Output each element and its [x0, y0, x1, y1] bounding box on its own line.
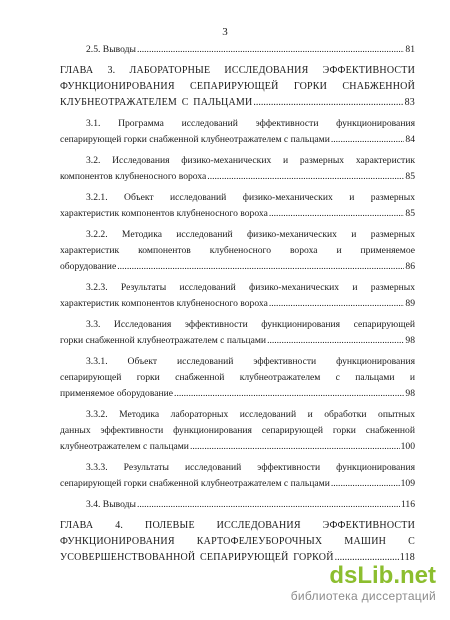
toc-entry-line: ГЛАВА 3. ЛАБОРАТОРНЫЕ ИССЛЕДОВАНИЯ ЭФФЕКТИВНОСТИ [60, 65, 415, 76]
toc-entry-line: ФУНКЦИОНИРОВАНИЯ СЕПАРИРУЮЩЕЙ ГОРКИ СНАБЖЕННОЙ [60, 81, 415, 92]
toc-page-number: 116 [400, 499, 415, 510]
toc-leader-dots [269, 296, 405, 312]
toc-leader-dots [137, 497, 400, 513]
toc-entry [60, 116, 415, 148]
toc-entry-last-line [60, 95, 415, 111]
toc-entry-text: характеристик компонентов клубненосного вороха [60, 298, 268, 309]
toc-leader-dots [207, 169, 404, 185]
watermark-subtitle: библиотека диссертаций [290, 589, 436, 603]
toc-entry-line: 3.3. Исследования эффективности функционирования сепарирующей [86, 319, 415, 330]
toc-entry-line: 3.3.3. Результаты исследований эффективности функционирования [86, 462, 415, 473]
watermark [291, 564, 436, 604]
toc-entry-last-line [60, 439, 415, 455]
toc-page-number: 83 [404, 97, 415, 108]
toc-entry-line: 3.3.1. Объект исследований эффективности функционирования [86, 356, 415, 367]
toc-entry-last-line [60, 206, 415, 222]
toc-entry [60, 280, 415, 312]
toc-entry-last-line [60, 296, 415, 312]
toc-chapter-entry [60, 518, 415, 566]
toc-page-number: 81 [405, 44, 415, 55]
toc-leader-dots [190, 439, 400, 455]
toc-entry-text: горки снабженной клубнеотражателем с пальцами [60, 335, 267, 346]
toc-page-number: 89 [405, 298, 415, 309]
toc-entry-text: применяемое оборудование [60, 388, 174, 399]
toc-entry [60, 190, 415, 222]
toc-page-number: 85 [405, 208, 415, 219]
toc-leader-dots [331, 132, 405, 148]
toc-entry-text: компонентов клубненосного вороха [60, 171, 207, 182]
toc-entry-text: КЛУБНЕОТРАЖАТЕЛЕМ С ПАЛЬЦАМИ [60, 97, 253, 108]
toc-entry [60, 153, 415, 185]
toc-entry-text: 3.4. Выводы [86, 499, 136, 510]
toc-entry-line: 3.2.1. Объект исследований физико-механических и размерных [86, 192, 415, 203]
toc-page-number: 84 [405, 134, 415, 145]
toc-entry [60, 317, 415, 349]
toc-entry-last-line [60, 259, 415, 275]
toc-page-number: 98 [405, 335, 415, 346]
toc-entry-line: 3.2.2. Методика исследований физико-механических и размерных [86, 229, 415, 240]
toc-entry-text: сепарирующей горки снабженной клубнеотражателем с пальцами [60, 478, 330, 489]
toc-leader-dots [267, 333, 404, 349]
toc-page-number: 109 [400, 478, 415, 489]
watermark-logo: dsLib.net [329, 562, 436, 589]
toc-entry [60, 407, 415, 455]
toc-entry-last-line [60, 169, 415, 185]
toc-entry-text: сепарирующей горки снабженной клубнеотражателем с пальцами [60, 134, 330, 145]
toc-leader-dots [269, 206, 405, 222]
toc-entry-last-line [60, 386, 415, 402]
toc-leader-dots [253, 95, 403, 111]
toc-entry-text: УСОВЕРШЕНСТВОВАННОЙ СЕПАРИРУЮЩЕЙ ГОРКОЙ [60, 552, 334, 563]
toc-leader-dots [331, 476, 400, 492]
toc-entry-last-line [60, 333, 415, 349]
toc-entry-last-line [60, 497, 415, 513]
toc-entry-text: 2.5. Выводы [86, 44, 136, 55]
toc-page-number: 85 [405, 171, 415, 182]
toc-page-number: 86 [405, 261, 415, 272]
toc-entry [60, 497, 415, 513]
page-number: 3 [222, 26, 228, 38]
toc-entry-line: 3.2. Исследования физико-механических и размерных характеристик [86, 155, 415, 166]
toc-entry-line: ФУНКЦИОНИРОВАНИЯ КАРТОФЕЛЕУБОРОЧНЫХ МАШИН С [60, 536, 415, 547]
toc-entry-line: 3.3.2. Методика лабораторных исследований и обработки опытных [86, 409, 415, 420]
toc-entry-text: клубнеотражателем с пальцами [60, 441, 189, 452]
toc-entry-last-line [60, 42, 415, 58]
toc-entry-line: 3.2.3. Результаты исследований физико-механических и размерных [86, 282, 415, 293]
toc-entry [60, 354, 415, 402]
toc-entry [60, 227, 415, 275]
toc-entry [60, 460, 415, 492]
toc-entry-last-line [60, 132, 415, 148]
toc-leader-dots [137, 42, 404, 58]
toc-entry-line: сепарирующей горки снабженной клубнеотражателем с пальцами и [60, 372, 415, 383]
toc-page-number: 98 [405, 388, 415, 399]
toc-entry [60, 42, 415, 58]
toc-entry-line: ГЛАВА 4. ПОЛЕВЫЕ ИССЛЕДОВАНИЯ ЭФФЕКТИВНОСТИ [60, 520, 415, 531]
toc-chapter-entry [60, 63, 415, 111]
toc-page-number: 118 [399, 552, 415, 563]
toc-entry-text: характеристик компонентов клубненосного вороха [60, 208, 268, 219]
toc-entry-last-line [60, 476, 415, 492]
toc-page-number: 100 [400, 441, 415, 452]
toc-leader-dots [174, 386, 404, 402]
toc-entry-line: 3.1. Программа исследований эффективности функционирования [86, 118, 415, 129]
toc-leader-dots [117, 259, 404, 275]
table-of-contents [60, 42, 415, 571]
toc-entry-text: оборудование [60, 261, 117, 272]
toc-entry-line: характеристик компонентов клубненосного вороха и применяемое [60, 245, 415, 256]
toc-entry-line: данных эффективности функционирования сепарирующей горки снабженной [60, 425, 415, 436]
